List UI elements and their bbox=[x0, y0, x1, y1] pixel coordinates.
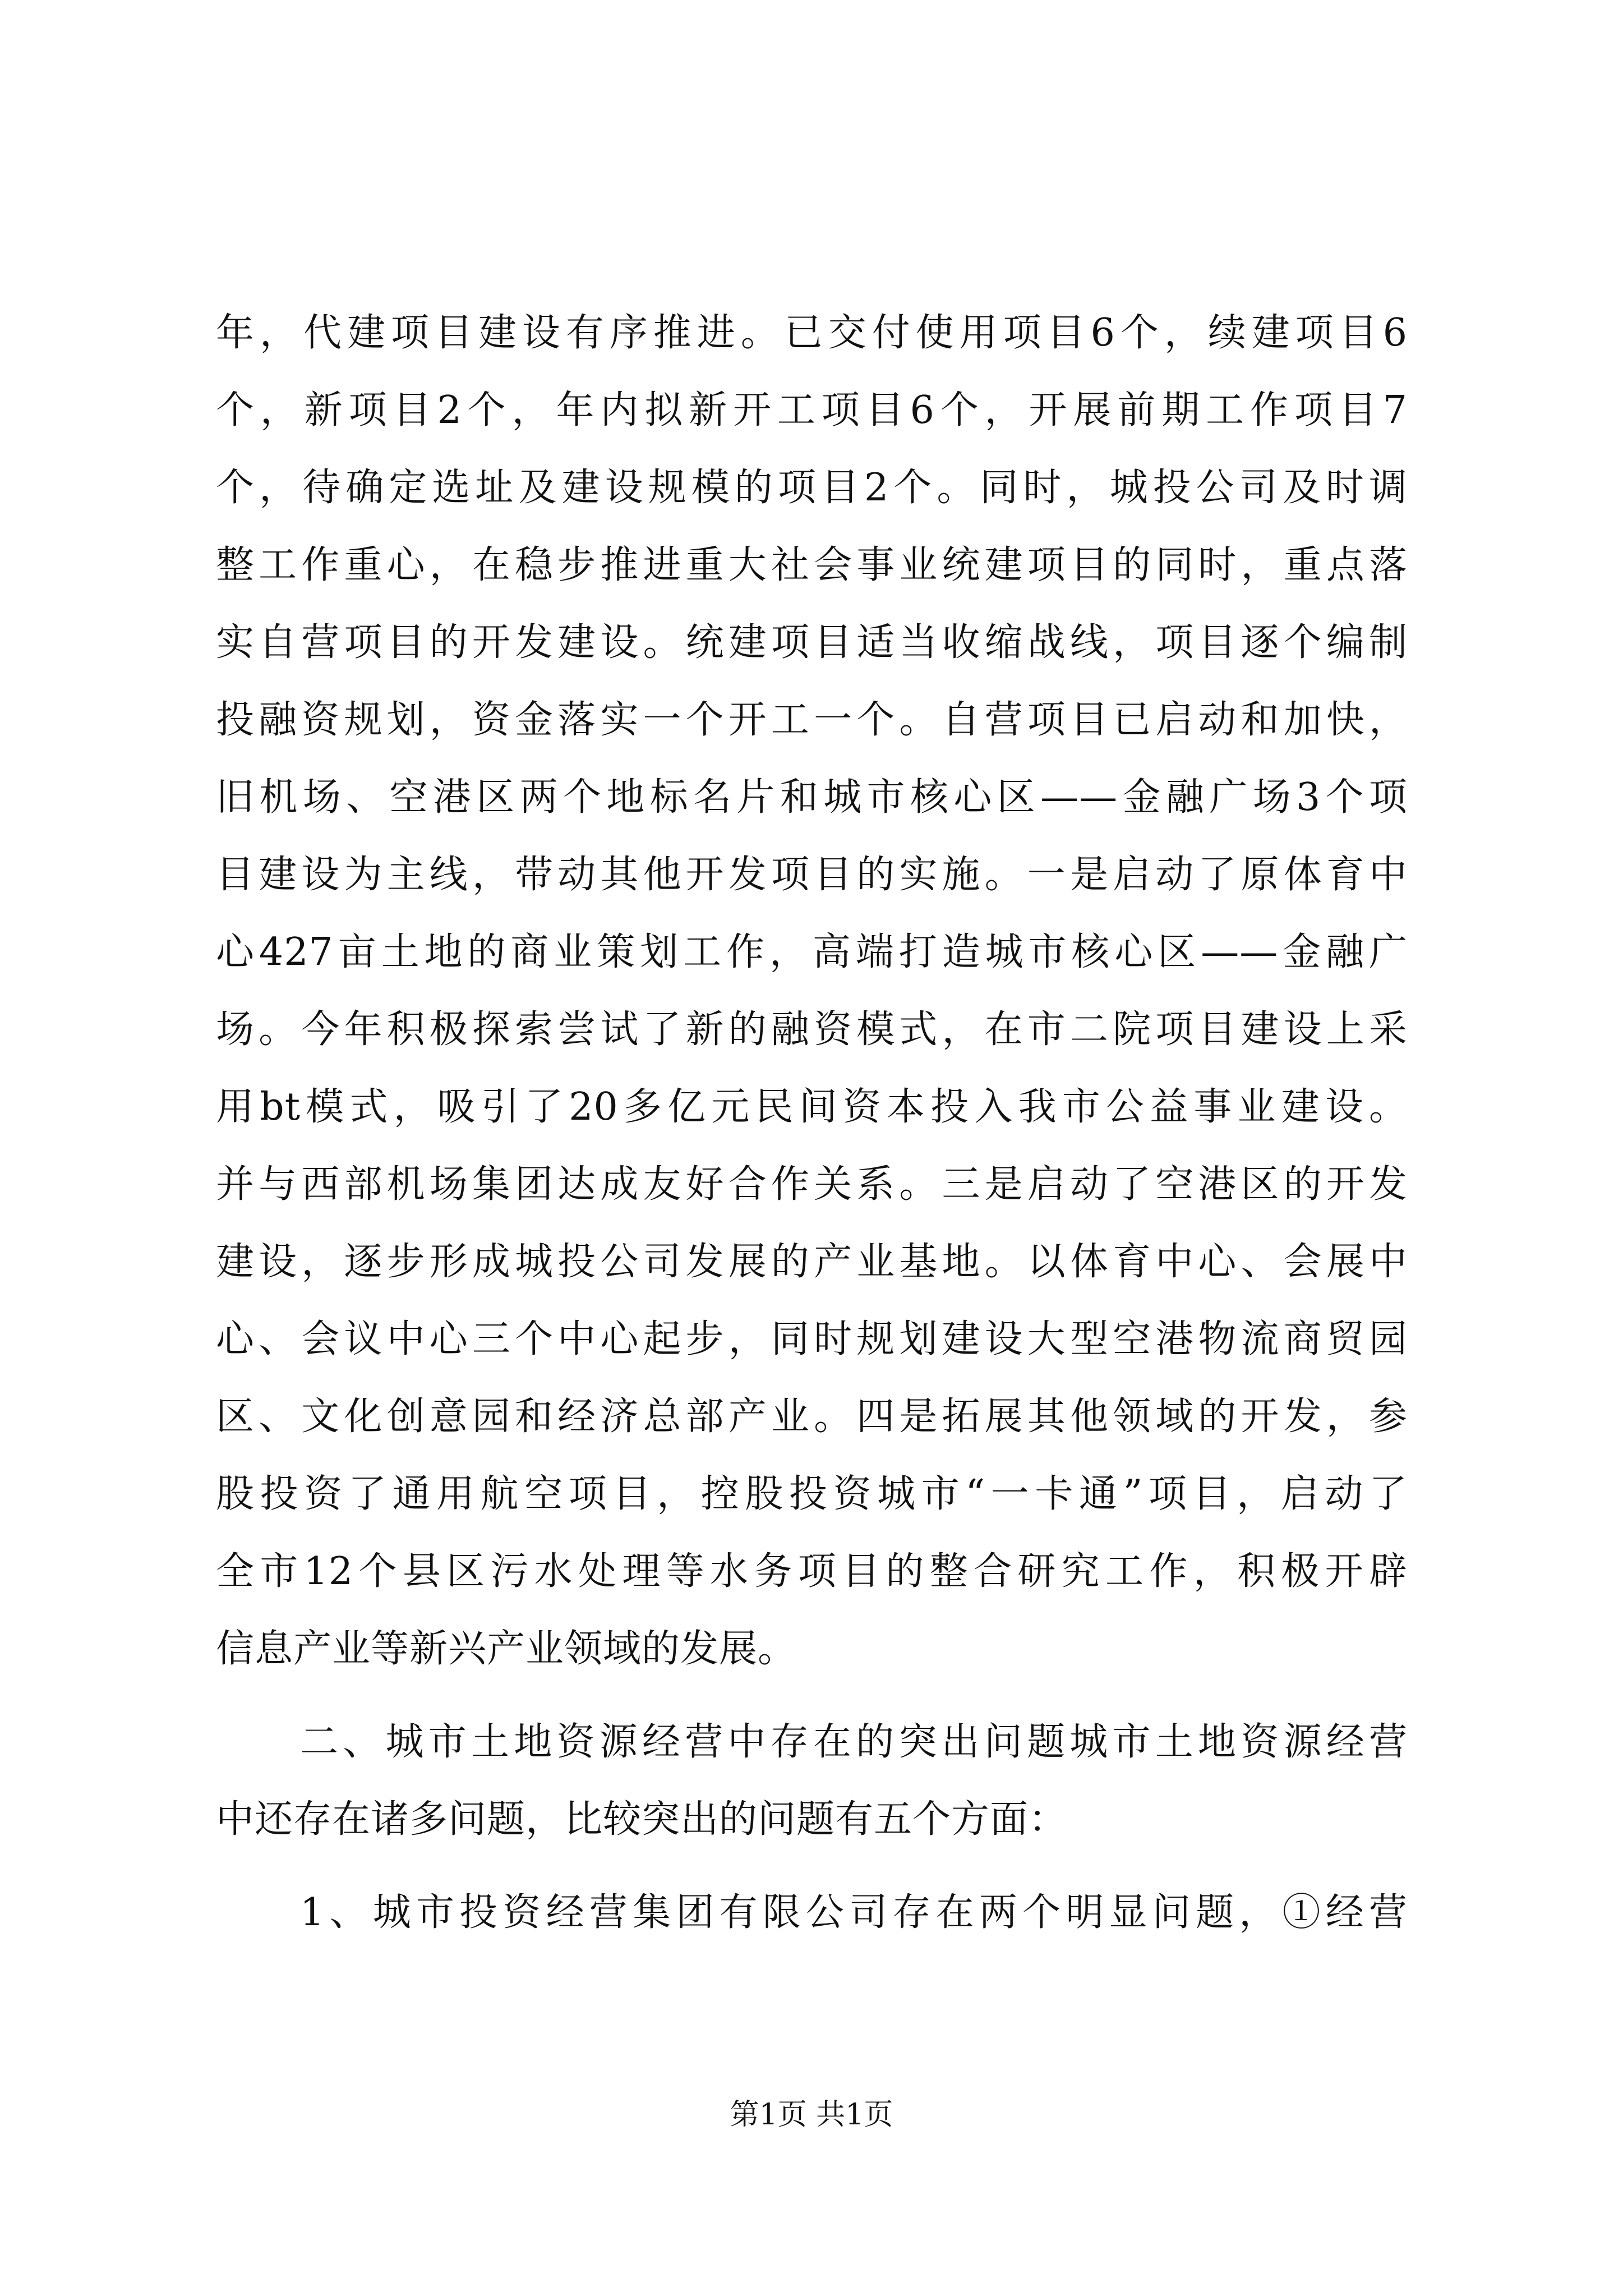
text-line: 年，代建项目建设有序推进。已交付使用项目6个，续建项目6 bbox=[216, 311, 1408, 355]
paragraph-1 bbox=[216, 295, 1408, 1688]
paragraph-3 bbox=[216, 1874, 1408, 1952]
text-line: 目建设为主线，带动其他开发项目的实施。一是启动了原体育中 bbox=[216, 853, 1408, 897]
text-line: 建设，逐步形成城投公司发展的产业基地。以体育中心、会展中 bbox=[216, 1240, 1408, 1284]
text-line: 旧机场、空港区两个地标名片和城市核心区——金融广场3个项 bbox=[216, 775, 1408, 820]
text-line: 整工作重心，在稳步推进重大社会事业统建项目的同时，重点落 bbox=[216, 543, 1408, 587]
text-line: 1、城市投资经营集团有限公司存在两个明显问题，①经营 bbox=[300, 1890, 1408, 1935]
text-line: 区、文化创意园和经济总部产业。四是拓展其他领域的开发，参 bbox=[216, 1395, 1408, 1439]
text-line: 实自营项目的开发建设。统建项目适当收缩战线，项目逐个编制 bbox=[216, 620, 1408, 665]
text-line: 心、会议中心三个中心起步，同时规划建设大型空港物流商贸园 bbox=[216, 1317, 1408, 1361]
text-line: 信息产业等新兴产业领域的发展。 bbox=[216, 1627, 797, 1671]
text-line: 个，新项目2个，年内拟新开工项目6个，开展前期工作项目7 bbox=[216, 388, 1408, 432]
text-line: 场。今年积极探索尝试了新的融资模式，在市二院项目建设上采 bbox=[216, 1007, 1408, 1052]
text-line: 股投资了通用航空项目，控股投资城市“一卡通”项目，启动了 bbox=[216, 1472, 1408, 1516]
paragraph-2 bbox=[216, 1704, 1408, 1858]
text-line: 二、城市土地资源经营中存在的突出问题城市土地资源经营 bbox=[300, 1720, 1408, 1764]
text-line: 中还存在诸多问题，比较突出的问题有五个方面： bbox=[216, 1797, 1068, 1842]
text-line: 心427亩土地的商业策划工作，高端打造城市核心区——金融广 bbox=[216, 930, 1408, 974]
document-body bbox=[216, 295, 1408, 1952]
page-number-footer: 第1页 共1页 bbox=[730, 2098, 893, 2132]
text-line: 全市12个县区污水处理等水务项目的整合研究工作，积极开辟 bbox=[216, 1549, 1408, 1594]
text-line: 并与西部机场集团达成友好合作关系。三是启动了空港区的开发 bbox=[216, 1162, 1408, 1207]
text-line: 个，待确定选址及建设规模的项目2个。同时，城投公司及时调 bbox=[216, 466, 1408, 510]
text-line: 投融资规划，资金落实一个开工一个。自营项目已启动和加快， bbox=[216, 698, 1408, 742]
text-line: 用bt模式，吸引了20多亿元民间资本投入我市公益事业建设。 bbox=[216, 1085, 1408, 1129]
